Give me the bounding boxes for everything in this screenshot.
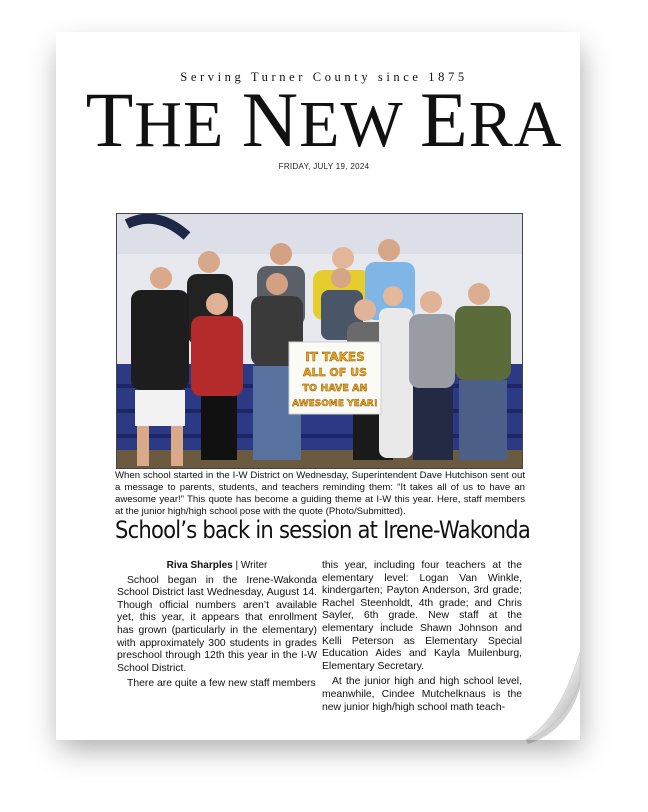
author-role: | Writer [232, 560, 268, 571]
masthead-letters: EW [299, 88, 421, 161]
sign-line: AWESOME YEAR! [292, 399, 378, 409]
staff-photo-illustration [117, 214, 522, 468]
article-column-1 [117, 560, 317, 691]
article-paragraph: At the junior high and high school level, meanwhile, Cindee Mutchelknaus is the new junior high/high school math teach- [322, 676, 522, 713]
sign-line: TO HAVE AN [302, 383, 368, 394]
photo-caption: When school started in the I-W District on Wednesday, Superintendent Dave Hutchison sent out a message to parents, students, and teachers reminding them: “It takes all of us to have an awesome year!” This quote has become a guiding theme at I-W this year. Here, staff members at the junior high/high school pose with the quote (Photo/Submitted). [115, 470, 525, 517]
issue-date: FRIDAY, JULY 19, 2024 [278, 162, 370, 171]
masthead-letter: T [85, 76, 135, 163]
masthead-letters: HE [134, 88, 242, 161]
masthead-letter: E [420, 76, 469, 163]
article-paragraph: There are quite a few new staff members [127, 678, 316, 690]
awesome-year-sign [289, 342, 381, 414]
staff-photo [116, 213, 523, 469]
sign-line: IT TAKES [305, 350, 365, 364]
article-headline: School’s back in session at Irene-Wakonda [115, 516, 530, 544]
page-curl-icon [520, 652, 590, 748]
article-paragraph-continued: this year, including four teachers at the elementary level: Logan Van Winkle, kindergarten; Payton Anderson, 3rd grade; Rachel Steenholdt, 4th grade; and Chris Sayler, 6th grade. New staff at the elementary include Shawn Johnson and Kelli Peterson as Elementary Special Education Aides and Kayla Muilenburg, Elementary Secretary. [322, 560, 522, 672]
sign-line: ALL OF US [303, 366, 367, 379]
masthead-letter: N [241, 76, 300, 163]
author-name: Riva Sharples [166, 560, 233, 571]
article-paragraph: School began in the Irene-Wakonda School District last Wednesday, August 14. Though official numbers aren’t available yet, this year, it appears that enrollment has grown (particularly in the elementary) with approximately 300 students in grades preschool through 12th this year in the I-W School District. [117, 574, 317, 674]
article-column-2 [322, 560, 522, 714]
masthead-tagline: Serving Turner County since 1875 [180, 70, 468, 84]
byline [117, 560, 317, 573]
masthead-letters: RA [468, 88, 563, 161]
